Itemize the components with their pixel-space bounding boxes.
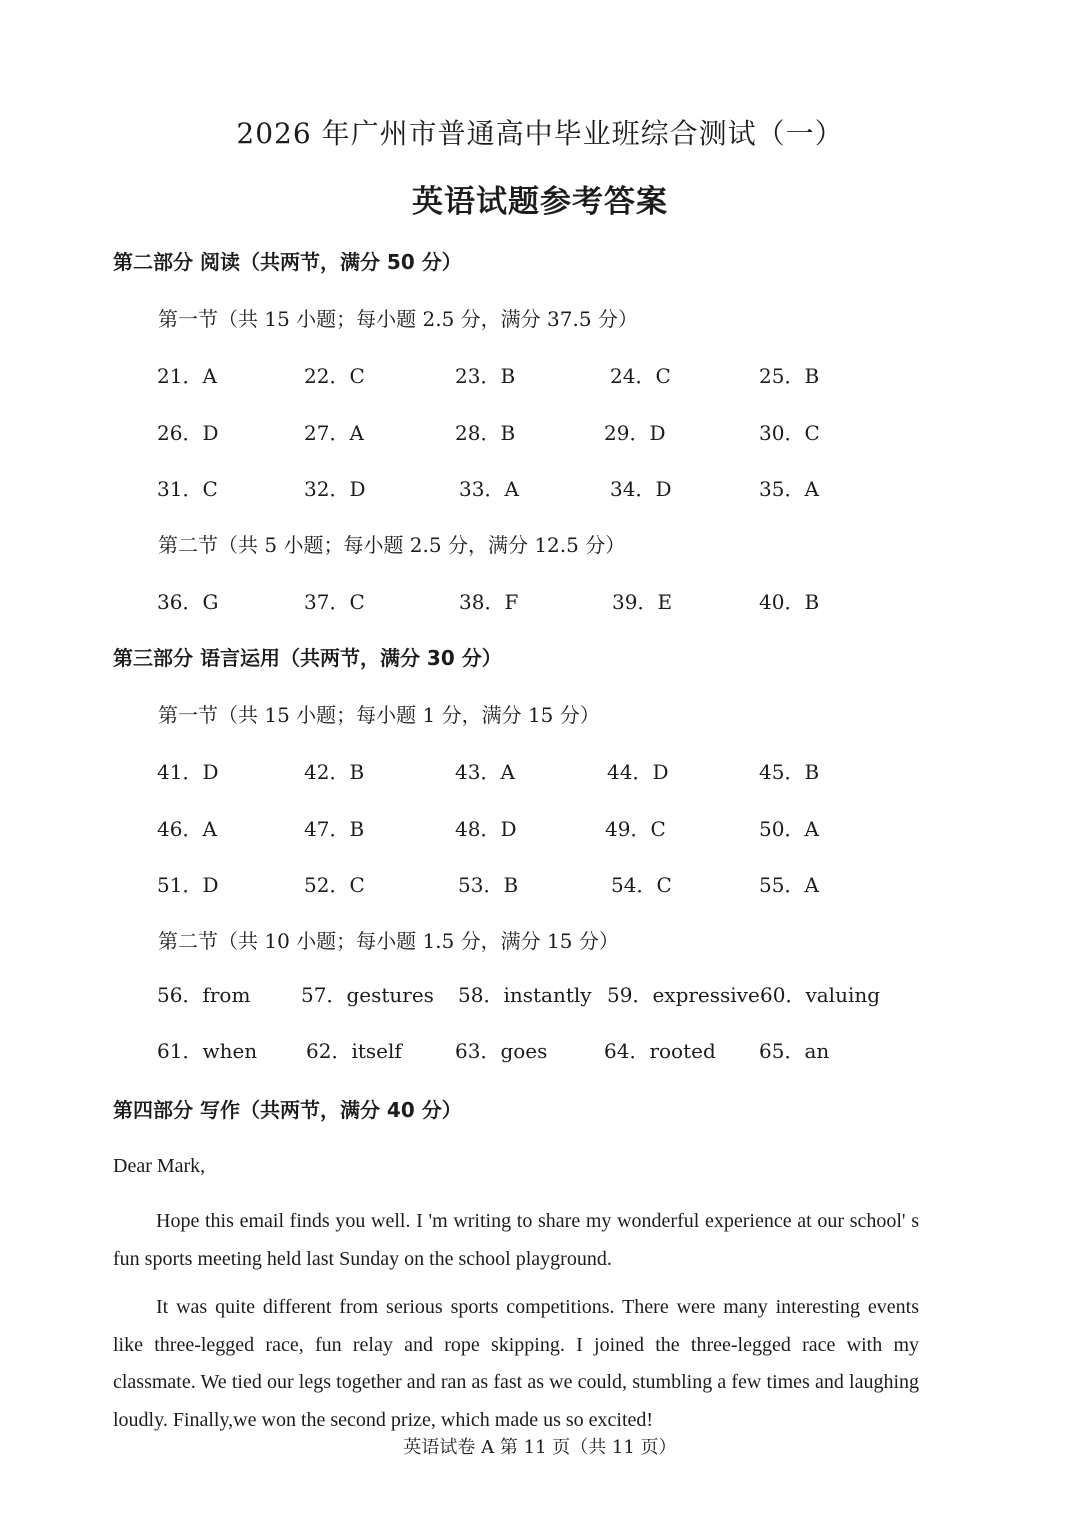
part3-section1-heading: 第一节（共 15 小题；每小题 1 分，满分 15 分）: [158, 703, 600, 727]
answer-item: 61．when: [157, 1039, 258, 1063]
answer-item: 25．B: [759, 364, 820, 388]
answer-item: 56．from: [157, 983, 251, 1007]
part2-section2-heading: 第二节（共 5 小题；每小题 2.5 分，满分 12.5 分）: [158, 533, 626, 557]
answer-item: 52．C: [304, 873, 365, 897]
answer-item: 33．A: [459, 477, 519, 501]
answer-item: 29．D: [604, 421, 666, 445]
answer-item: 63．goes: [455, 1039, 548, 1063]
answer-item: 36．G: [157, 590, 219, 614]
answer-item: 50．A: [759, 817, 819, 841]
answer-item: 58．instantly: [458, 983, 592, 1007]
exam-title: 2026 年广州市普通高中毕业班综合测试（一）: [236, 117, 844, 150]
part4-heading: 第四部分 写作（共两节，满分 40 分）: [113, 1098, 462, 1122]
answer-item: 64．rooted: [604, 1039, 716, 1063]
answer-item: 37．C: [304, 590, 365, 614]
answer-item: 21．A: [157, 364, 217, 388]
answer-item: 62．itself: [306, 1039, 402, 1063]
answer-item: 31．C: [157, 477, 218, 501]
answer-item: 34．D: [610, 477, 672, 501]
answer-item: 54．C: [611, 873, 672, 897]
answer-item: 32．D: [304, 477, 366, 501]
letter-paragraph: It was quite different from serious sports competitions. There were many interesting events like three-legged race, fun relay and rope skipping. I joined the three-legged race with my classmate. We tied our legs together and ran as fast as we could, stumbling a few times and laughing loudly. Finally,we won the second prize, which made us so excited!: [113, 1296, 919, 1431]
part3-section2-heading: 第二节（共 10 小题；每小题 1.5 分，满分 15 分）: [158, 929, 619, 953]
answer-item: 49．C: [605, 817, 666, 841]
part3-heading: 第三部分 语言运用（共两节，满分 30 分）: [113, 646, 502, 670]
answer-item: 55．A: [759, 873, 819, 897]
answer-item: 44．D: [607, 760, 669, 784]
answer-item: 57．gestures: [301, 983, 434, 1007]
answer-item: 26．D: [157, 421, 219, 445]
answer-item: 38．F: [459, 590, 519, 614]
letter-paragraph: Hope this email finds you well. I 'm writing to share my wonderful experience at our school' s fun sports meeting held last Sunday on the school playground.: [113, 1210, 919, 1270]
answer-item: 46．A: [157, 817, 217, 841]
answer-item: 43．A: [455, 760, 515, 784]
answer-item: 39．E: [612, 590, 673, 614]
answer-item: 59．expressive: [607, 983, 760, 1007]
answer-key-title: 英语试题参考答案: [412, 184, 668, 220]
answer-item: 35．A: [759, 477, 819, 501]
answer-item: 22．C: [304, 364, 365, 388]
part2-section1-heading: 第一节（共 15 小题；每小题 2.5 分，满分 37.5 分）: [158, 307, 638, 331]
answer-item: 48．D: [455, 817, 517, 841]
answer-item: 60．valuing: [760, 983, 881, 1007]
answer-item: 42．B: [304, 760, 365, 784]
letter-salutation: Dear Mark,: [113, 1155, 206, 1177]
answer-item: 23．B: [455, 364, 516, 388]
answer-item: 40．B: [759, 590, 820, 614]
answer-item: 45．B: [759, 760, 820, 784]
answer-item: 27．A: [304, 421, 364, 445]
part2-heading: 第二部分 阅读（共两节，满分 50 分）: [113, 250, 462, 274]
page-footer: 英语试卷 A 第 11 页（共 11 页）: [403, 1437, 677, 1458]
answer-item: 28．B: [455, 421, 516, 445]
answer-item: 53．B: [458, 873, 519, 897]
answer-item: 30．C: [759, 421, 820, 445]
answer-item: 51．D: [157, 873, 219, 897]
answer-item: 47．B: [304, 817, 365, 841]
answer-item: 65．an: [759, 1039, 830, 1063]
answer-item: 41．D: [157, 760, 219, 784]
answer-item: 24．C: [610, 364, 671, 388]
